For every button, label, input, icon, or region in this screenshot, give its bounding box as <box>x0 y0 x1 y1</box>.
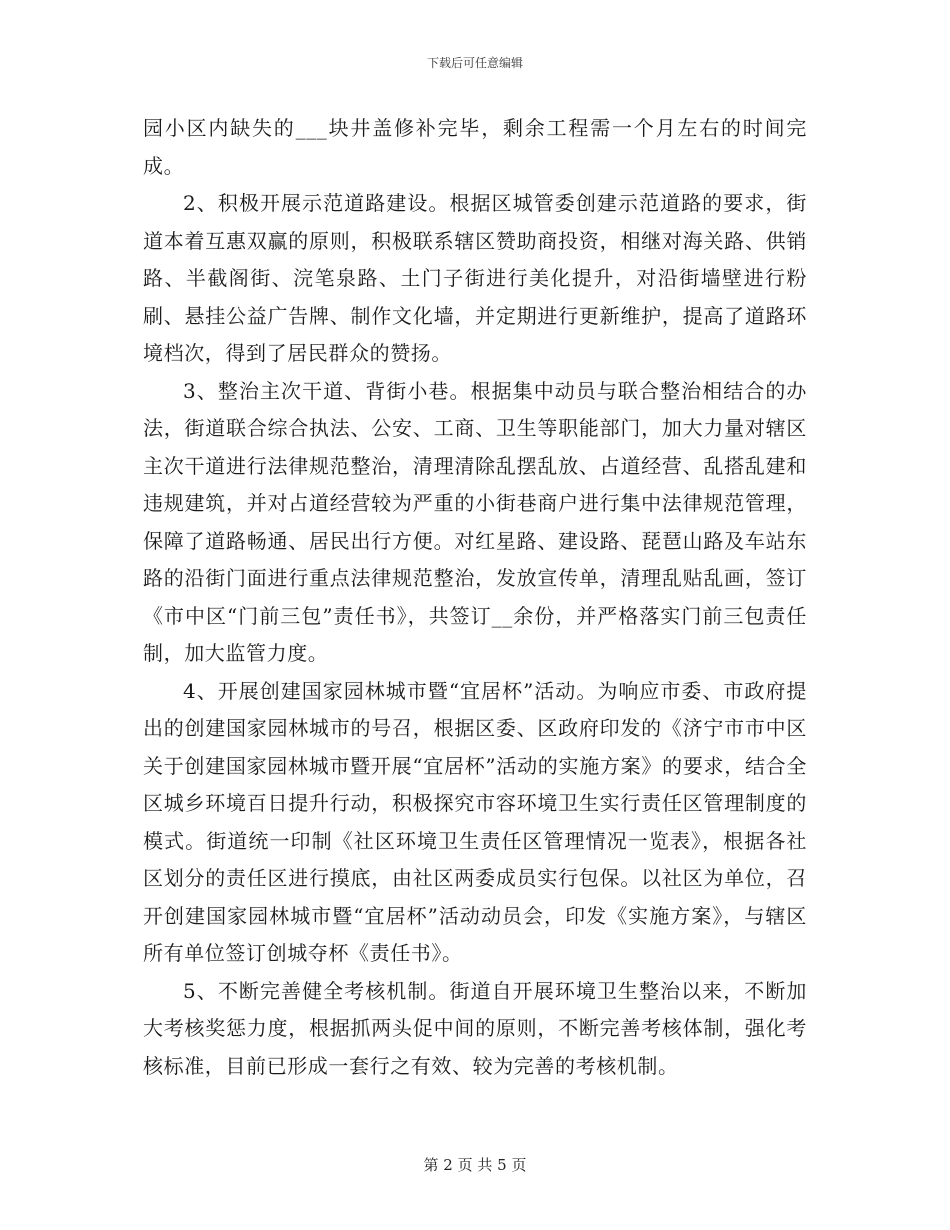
page-header-note: 下载后可任意编辑 <box>426 56 523 70</box>
paragraph-assessment-mechanism: 5、不断完善健全考核机制。街道自开展环境卫生整治以来，不断加大考核奖惩力度，根据抓两头促中间的原则，不断完善考核体制，强化考核标准，目前已形成一套行之有效、较为完善的考核机制。 <box>143 978 807 1078</box>
paragraph-street-rectification: 3、整治主次干道、背街小巷。根据集中动员与联合整治相结合的办法，街道联合综合执法、公安、工商、卫生等职能部门，加大力量对辖区主次干道进行法律规范整治，清理清除乱摆乱放、占道经营、乱搭乱建和违规建筑，并对占道经营较为严重的小街巷商户进行集中法律规范管理，保障了道路畅通、居民出行方便。对红星路、建设路、琵琶山路及车站东路的沿街门面进行重点法律规范整治，发放宣传单，清理乱贴乱画，签订《市中区“门前三包”责任书》，共签订__余份，并严格落实门前三包责任制，加大监管力度。 <box>143 378 807 665</box>
paragraph-garden-city: 4、开展创建国家园林城市暨“宜居杯”活动。为响应市委、市政府提出的创建国家园林城市的号召，根据区委、区政府印发的《济宁市市中区关于创建国家园林城市暨开展“宜居杯”活动的实施方案》的要求，结合全区城乡环境百日提升行动，积极探究市容环境卫生实行责任区管理制度的模式。街道统一印制《社区环境卫生责任区管理情况一览表》，根据各社区划分的责任区进行摸底，由社区两委成员实行包保。以社区为单位，召开创建国家园林城市暨“宜居杯”活动动员会，印发《实施方案》，与辖区所有单位签订创城夺杯《责任书》。 <box>143 678 807 965</box>
page-number: 第 2 页 共 5 页 <box>423 1156 527 1174</box>
document-body <box>143 110 807 1085</box>
paragraph-continuation: 园小区内缺失的___块井盖修补完毕，剩余工程需一个月左右的时间完成。 <box>143 116 807 178</box>
paragraph-demo-road: 2、积极开展示范道路建设。根据区城管委创建示范道路的要求，街道本着互惠双赢的原则，积极联系辖区赞助商投资，相继对海关路、供销路、半截阁街、浣笔泉路、土门子街进行美化提升，对沿街墙壁进行粉刷、悬挂公益广告牌、制作文化墙，并定期进行更新维护，提高了道路环境档次，得到了居民群众的赞扬。 <box>143 191 807 365</box>
